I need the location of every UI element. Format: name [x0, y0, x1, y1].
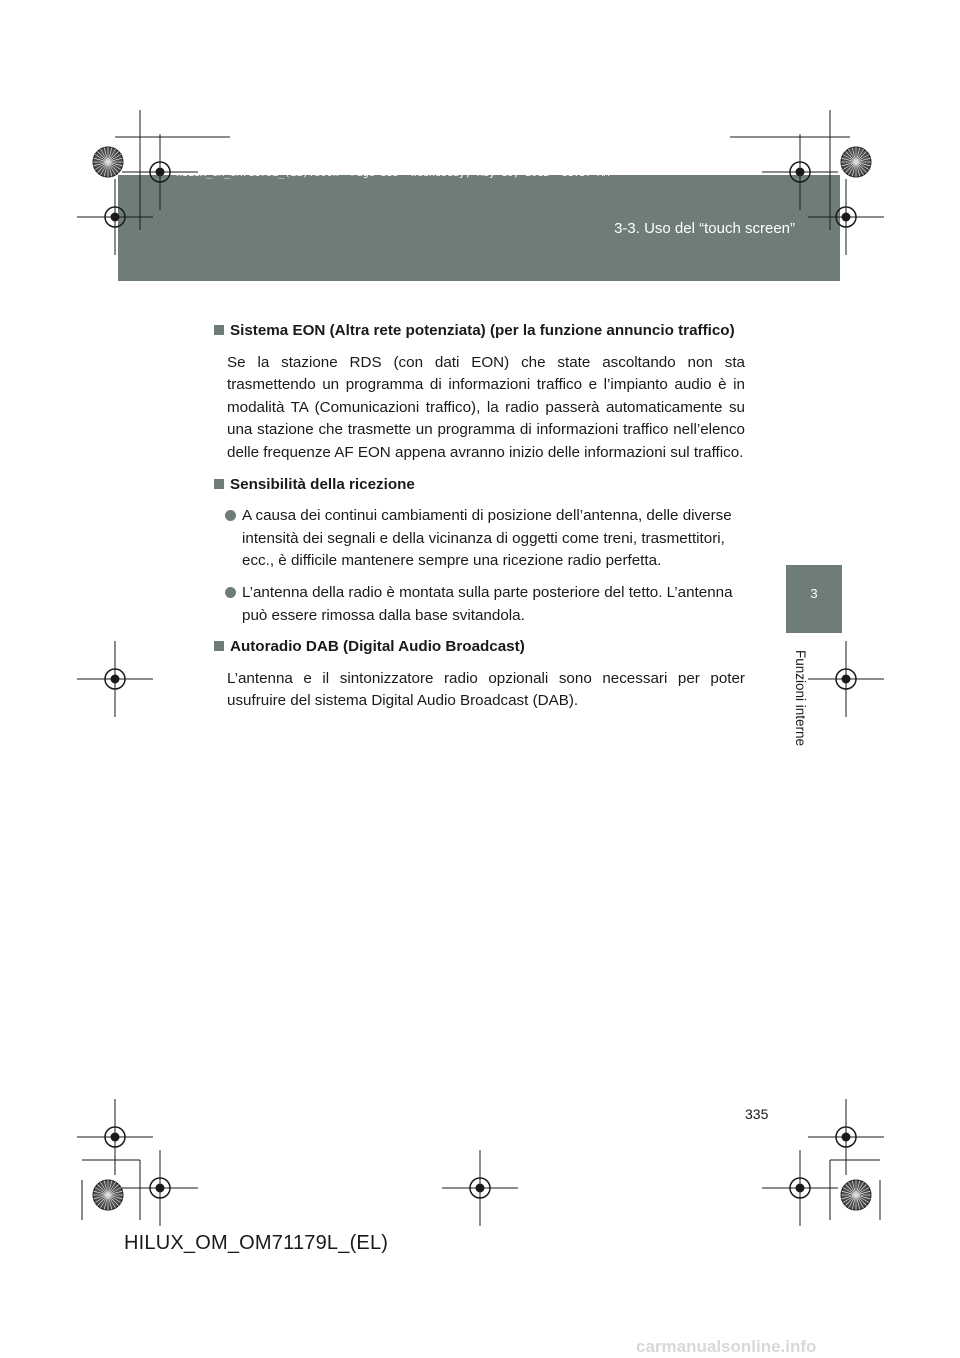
- registration-crosshair-icon: [77, 179, 153, 255]
- heading-text: Sistema EON (Altra rete potenziata) (per la funzione annuncio traffico): [230, 322, 735, 339]
- registration-starburst-icon: [93, 147, 123, 177]
- registration-crosshair-icon: [762, 1150, 838, 1226]
- registration-starburst-icon: [841, 1180, 871, 1210]
- section-title: 3-3. Uso del “touch screen”: [614, 220, 795, 237]
- registration-starburst-icon: [93, 1180, 123, 1210]
- watermark: carmanualsonline.info: [636, 1337, 817, 1356]
- heading-text: Autoradio DAB (Digital Audio Broadcast): [230, 638, 525, 656]
- book-stamp: HILUX_OM_OM71179L_(EL).book Page 335 Wednesday, May 16, 2012 11:37 AM: [176, 168, 610, 179]
- registration-crosshair-icon: [442, 1150, 518, 1226]
- section-paragraph: L’antenna e il sintonizzatore radio opzionali sono necessari per poter usufruire del sistema Digital Audio Broadcast (DAB).: [227, 669, 745, 710]
- registration-crosshair-icon: [122, 134, 198, 210]
- list-item-text: L’antenna della radio è montata sulla parte posteriore del tetto. L’antenna può essere rimossa dalla base svitandola.: [242, 583, 733, 624]
- registration-crosshair-icon: [808, 641, 884, 717]
- registration-crosshair-icon: [762, 134, 838, 210]
- document-code: HILUX_OM_OM71179L_(EL): [124, 1232, 389, 1254]
- registration-crosshair-icon: [122, 1150, 198, 1226]
- page-number: 335: [745, 1106, 769, 1122]
- registration-crosshair-icon: [808, 1099, 884, 1175]
- list-item-text: A causa dei continui cambiamenti di posizione dell’antenna, delle diverse intensità dei segnali e della vicinanza di oggetti come treni, trasmettitori, ecc., è difficile mantenere sempre una ricezione radio perfetta.: [242, 507, 732, 570]
- chapter-label: Funzioni interne: [793, 650, 808, 747]
- registration-crosshair-icon: [808, 179, 884, 255]
- registration-crosshair-icon: [77, 1099, 153, 1175]
- section-paragraph: Se la stazione RDS (con dati EON) che state ascoltando non sta trasmettendo un programma di informazioni traffico e l’impianto audio è in modalità TA (Comunicazioni traffico), la radio passerà automaticamente su una stazione che trasmette un programma di informazioni traffico nell’elenco delle frequenze AF EON appena avranno inizio delle informazioni sul traffico.: [227, 353, 745, 461]
- chapter-number: 3: [810, 586, 818, 601]
- heading-text: Sensibilità della ricezione: [230, 475, 415, 493]
- registration-starburst-icon: [841, 147, 871, 177]
- registration-crosshair-icon: [77, 641, 153, 717]
